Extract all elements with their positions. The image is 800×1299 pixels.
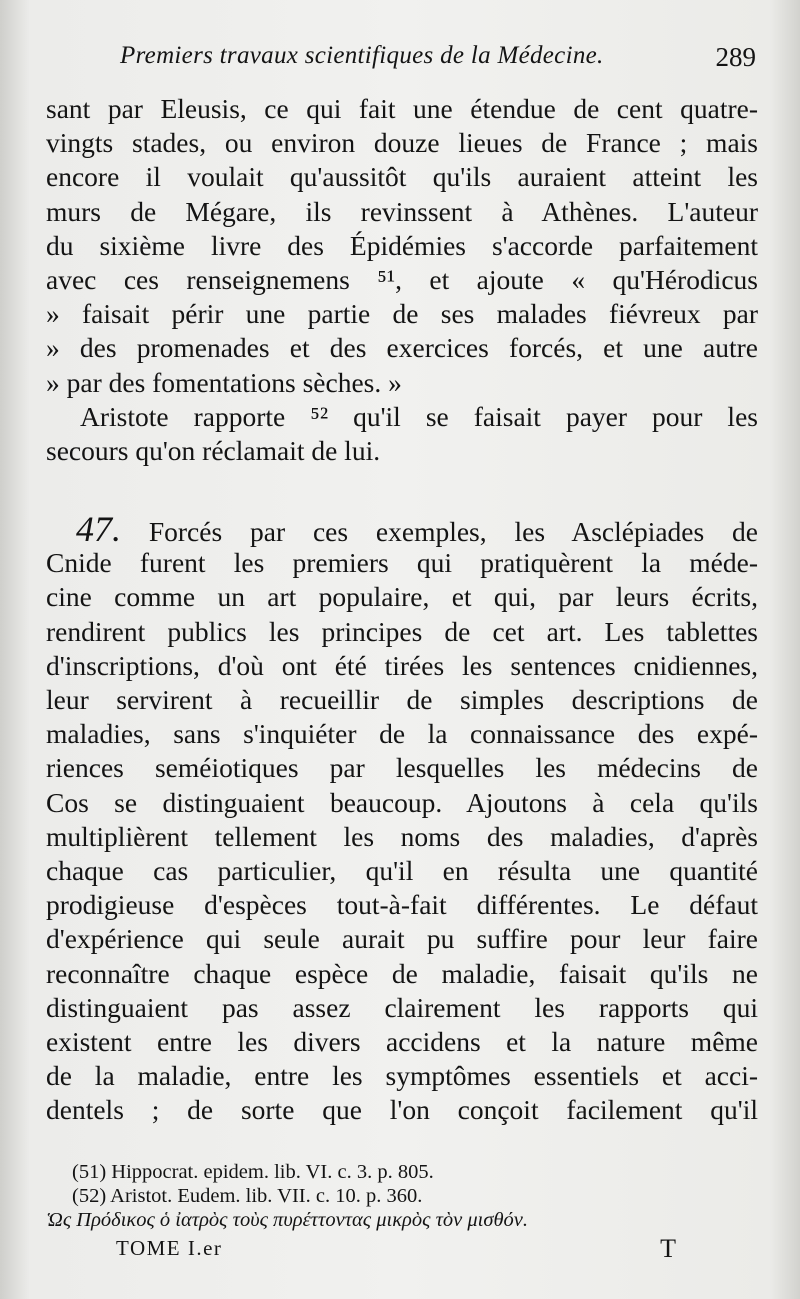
signature-mark: T bbox=[660, 1234, 676, 1263]
text-line: Cnide furent les premiers qui pratiquèrent la méde- bbox=[46, 547, 758, 579]
text-line: prodigieuse d'espèces tout-à-fait différentes. Le défaut bbox=[46, 889, 758, 921]
running-title: Premiers travaux scientifiques de la Médecine. bbox=[120, 42, 604, 69]
text-line: du sixième livre des Épidémies s'accorde parfaitement bbox=[46, 229, 758, 261]
volume-mark: TOME I.er bbox=[116, 1236, 223, 1260]
text-line: » des promenades et des exercices forcés, et une autre bbox=[46, 332, 758, 364]
text-line: murs de Mégare, ils revinssent à Athènes. L'auteur bbox=[46, 195, 758, 227]
section-number: 47. bbox=[76, 509, 121, 550]
text-line: multiplièrent tellement les noms des maladies, d'après bbox=[46, 820, 758, 852]
text-line: de la maladie, entre les symptômes essentiels et acci- bbox=[46, 1060, 758, 1092]
text-line: d'inscriptions, d'où ont été tirées les sentences cnidiennes, bbox=[46, 649, 758, 681]
text-line: existent entre les divers accidens et la nature même bbox=[46, 1025, 758, 1057]
text-line: reconnaître chaque espèce de maladie, faisait qu'ils ne bbox=[46, 957, 758, 989]
footnote-52: (52) Aristot. Eudem. lib. VII. c. 10. p. 360. bbox=[72, 1185, 423, 1207]
text-line: Cos se distinguaient beaucoup. Ajoutons à cela qu'ils bbox=[46, 786, 758, 818]
text-line: riences seméiotiques par lesquelles les médecins de bbox=[46, 752, 758, 784]
text-line: avec ces renseignemens ⁵¹, et ajoute « qu'Hérodicus bbox=[46, 263, 758, 295]
section-first-line bbox=[46, 509, 759, 550]
text-line: dentels ; de sorte que l'on conçoit facilement qu'il bbox=[46, 1094, 758, 1126]
text-line: » par des fomentations sèches. » bbox=[46, 366, 402, 398]
text-line: distinguaient pas assez clairement les rapports qui bbox=[46, 991, 758, 1023]
text-line: cine comme un art populaire, et qui, par leurs écrits, bbox=[46, 581, 758, 613]
text-line: d'expérience qui seule aurait pu suffire pour leur faire bbox=[46, 923, 758, 955]
section-gap bbox=[46, 468, 758, 512]
text-line: vingts stades, ou environ douze lieues de France ; mais bbox=[46, 127, 758, 159]
text-line: Aristote rapporte ⁵² qu'il se faisait payer pour les bbox=[80, 400, 758, 432]
running-header bbox=[120, 42, 760, 82]
text-line: sant par Eleusis, ce qui fait une étendue de cent quatre- bbox=[46, 93, 758, 124]
text-line: rendirent publics les principes de cet art. Les tablettes bbox=[46, 615, 758, 647]
text-line: chaque cas particulier, qu'il en résulta une quantité bbox=[46, 854, 758, 886]
main-text bbox=[46, 92, 758, 1127]
text-line: leur servirent à recueillir de simples descriptions de bbox=[46, 684, 758, 715]
text-line: » faisait périr une partie de ses malades fiévreux par bbox=[46, 298, 758, 330]
footnotes bbox=[46, 1160, 732, 1232]
text-line: encore il voulait qu'aussitôt qu'ils auraient atteint les bbox=[46, 161, 758, 193]
section-first-line-text: Forcés par ces exemples, les Asclépiades de bbox=[148, 516, 759, 548]
footnote-51: (51) Hippocrat. epidem. lib. VI. c. 3. p. 805. bbox=[72, 1161, 434, 1183]
greek-quotation: Ὡς Πρόδικος ὁ ἰατρὸς τοὺς πυρέττοντας μικρὸς τὸν μισθόν. bbox=[46, 1209, 529, 1231]
text-line: maladies, sans s'inquiéter de la connaissance des expé- bbox=[46, 718, 758, 750]
page-number: 289 bbox=[715, 42, 756, 72]
text-line: secours qu'on réclamait de lui. bbox=[46, 434, 381, 466]
